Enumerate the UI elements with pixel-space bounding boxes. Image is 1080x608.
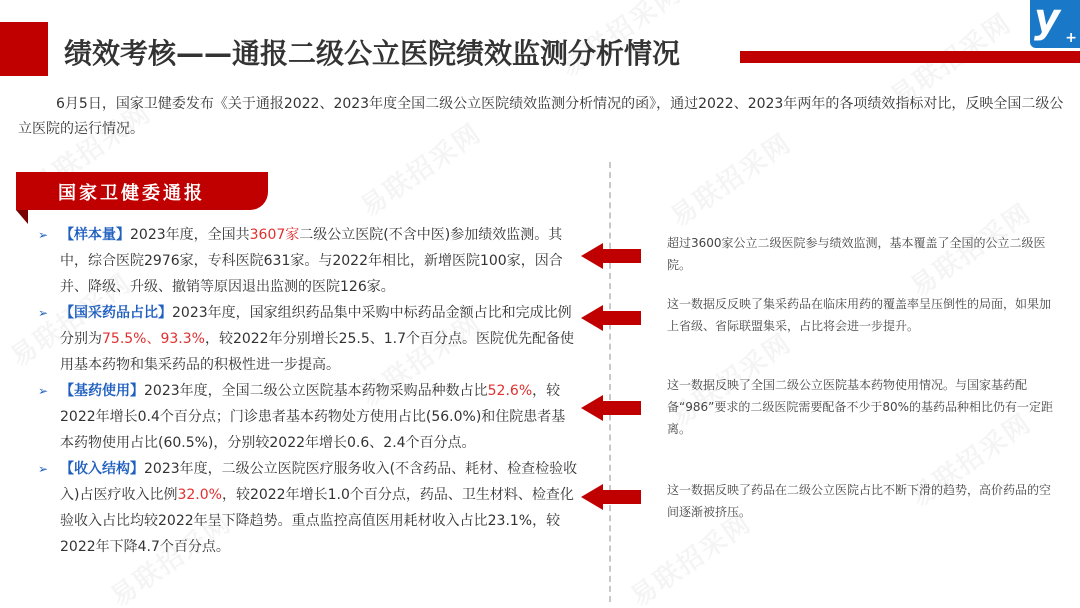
column-divider (609, 162, 611, 602)
list-item (38, 378, 578, 456)
point-text: 2023年度，二级公立医院医疗服务收入(不含药品、耗材、检查检验收入)占医疗收入比例 (60, 461, 578, 503)
point-tag: 【样本量】 (60, 227, 130, 243)
page-title: 绩效考核——通报二级公立医院绩效监测分析情况 (64, 37, 681, 70)
bullet-arrow-icon: ➢ (38, 462, 49, 476)
point-text: 2023年度，全国共 (130, 227, 250, 243)
point-highlight: 32.0% (177, 487, 222, 503)
connector-arrow-icon (581, 241, 641, 271)
intro-paragraph: 6月5日，国家卫健委发布《关于通报2022、2023年度全国二级公立医院绩效监测分析情况的函》，通过2022、2023年两年的各项绩效指标对比，反映全国二级公立医院的运行情况。 (18, 96, 1064, 137)
brand-logo (1030, 0, 1080, 48)
point-highlight: 52.6% (487, 383, 533, 399)
point-tag: 【国采药品占比】 (60, 305, 172, 321)
section-ribbon-label: 国家卫健委通报 (58, 183, 205, 204)
analysis-note: 超过3600家公立二级医院参与绩效监测，基本覆盖了全国的公立二级医院。 (667, 236, 1046, 272)
bullet-arrow-icon: ➢ (38, 228, 49, 242)
bullet-arrow-icon: ➢ (38, 384, 49, 398)
analysis-note: 这一数据反映了药品在二级公立医院占比不断下滑的趋势，高价药品的空间逐渐被挤压。 (667, 483, 1052, 519)
logo-mark-icon: y (1034, 0, 1061, 42)
list-item (38, 456, 578, 560)
point-tag: 【基药使用】 (60, 383, 144, 399)
point-text: ，较2022年增长0.4个百分点；门诊患者基本药物处方使用占比(56.0%)和住院患者基本药物使用占比(60.5%)，分别较2022年增长0.6、2.4个百分点。 (60, 383, 566, 451)
connector-arrow-icon (581, 393, 641, 423)
analysis-note: 这一数据反映了全国二级公立医院基本药物使用情况。与国家基药配备“986”要求的二级医院需要配备不少于80%的基药品种相比仍有一定距离。 (667, 378, 1054, 436)
point-tag: 【收入结构】 (60, 461, 144, 477)
title-rule (740, 51, 1080, 63)
logo-plus-icon: + (1065, 30, 1077, 46)
point-highlight: 3607家 (249, 227, 300, 243)
point-text: 2023年度，全国二级公立医院基本药物采购品种数占比 (144, 383, 488, 399)
ribbon-fold (16, 210, 28, 224)
list-item (38, 300, 578, 378)
analysis-note: 这一数据反反映了集采药品在临床用药的覆盖率呈压倒性的局面，如果加上省级、省际联盟集采，占比将会进一步提升。 (667, 297, 1052, 333)
connector-arrow-icon (581, 303, 641, 333)
list-item (38, 222, 578, 300)
point-text: 2023年度，国家组织药品集中采购中标药品金额占比和完成比例分别为 (60, 305, 572, 347)
key-points-list (38, 222, 578, 560)
point-highlight: 75.5%、93.3% (102, 331, 205, 347)
title-accent-bar (0, 22, 48, 76)
point-text: ，较2022年增长1.0个百分点，药品、卫生材料、检查化验收入占比均较2022年呈下降趋势。重点监控高值医用耗材收入占比23.1%，较2022年下降4.7个百分点。 (60, 487, 574, 555)
bullet-arrow-icon: ➢ (38, 306, 49, 320)
point-text: ，较2022年分别增长25.5、1.7个百分点。医院优先配备使用基本药物和集采药品的积极性进一步提高。 (60, 331, 575, 373)
point-text: 二级公立医院(不含中医)参加绩效监测。其中，综合医院2976家，专科医院631家。与2022年相比，新增医院100家，因合并、降级、升级、撤销等原因退出监测的医院126家。 (60, 227, 563, 295)
connector-arrow-icon (581, 482, 641, 512)
